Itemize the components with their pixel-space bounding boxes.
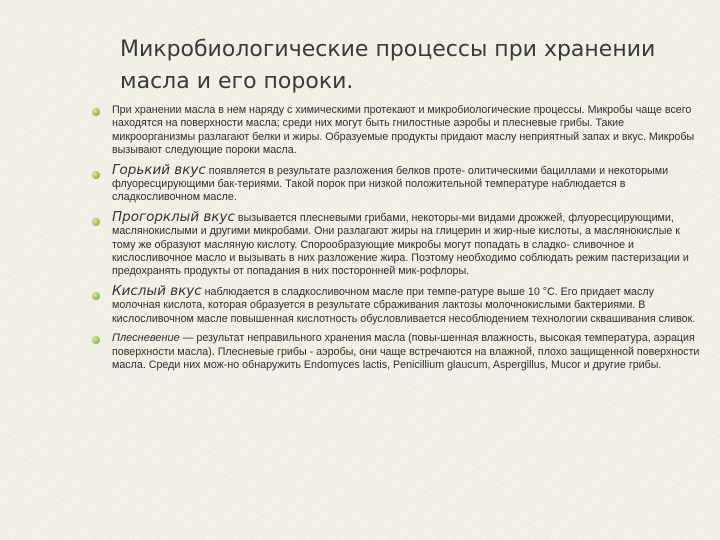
bullet-icon (92, 292, 100, 300)
bullet-icon (92, 218, 100, 226)
defect-term: Прогорклый вкус (112, 208, 235, 225)
bullet-list (92, 104, 700, 378)
defect-term: Горький вкус (112, 161, 206, 178)
list-item-mold (92, 332, 700, 372)
bullet-icon (92, 336, 100, 344)
list-item-intro (92, 104, 700, 158)
paragraph-text: При хранении масла в нем наряду с химическими протекают и микробиологические процессы. Микробы чаще всего находятся на поверхности масла; среди них могут быть гнилостные аэробы и плесневые грибы. Такие микроорганизмы разлагают белки и жиры. Образуемые продукты придают маслу неприятный запах и вкус. Микробы вызывают следующие пороки масла. (112, 104, 695, 157)
paragraph (112, 208, 700, 279)
paragraph-text: наблюдается в сладкосливочном масле при темпе-ратуре выше 10 °С. Его придает маслу молочная кислота, которая образуется в результате сбраживания лактозы молочнокислыми бактериями. В кислосливочном масле повышенная кислотность обусловливается несоблюдением технологии сквашивания сливок. (112, 285, 696, 325)
paragraph (112, 332, 700, 372)
list-item-rancid-taste (92, 208, 700, 279)
slide-title: Микробиологические процессы при хранении масла и его пороки. (120, 37, 656, 94)
list-item-sour-taste (92, 282, 700, 326)
bullet-icon (92, 108, 100, 116)
bullet-icon (92, 171, 100, 179)
paragraph (112, 282, 700, 326)
paragraph (112, 161, 700, 205)
defect-term: Кислый вкус (112, 282, 202, 299)
paragraph-text: появляется в результате разложения белков проте- олитическими бациллами и некоторыми флуоресцирующими бак-териями. Такой порок при низкой положительной температуре наблюдается в сладкосливочном масле. (112, 164, 669, 204)
list-item-bitter-taste (92, 161, 700, 205)
paragraph-text: — результат неправильного хранения масла (повы-шенная влажность, высокая температура, аэрация поверхности масла). Плесневые грибы - аэробы, они чаще встречаются на влажной, плохо защищенной поверхности масла. Среди них мож-но обнаружить Endomyces lactis, Penicillium glaucum, Aspergillus, Mucor и другие грибы. (112, 332, 700, 371)
defect-term: Плесневение (112, 332, 180, 345)
paragraph-text: вызывается плесневыми грибами, некоторы-ми видами дрожжей, флуоресцирующими, маслянокислыми и другими микробами. Они разлагают жиры на глицерин и жир-ные кислоты, а маслянокислые к тому же образуют масляную кислоту. Спорообразующие микробы могут попадать в сладко- сливочное и кислосливочное масло и вызывать в них разложение жира. Поэтому необходимо соблюдать режим пастеризации и предохранять продукты от попадания в них посторонней мик-рофлоры. (112, 211, 689, 278)
